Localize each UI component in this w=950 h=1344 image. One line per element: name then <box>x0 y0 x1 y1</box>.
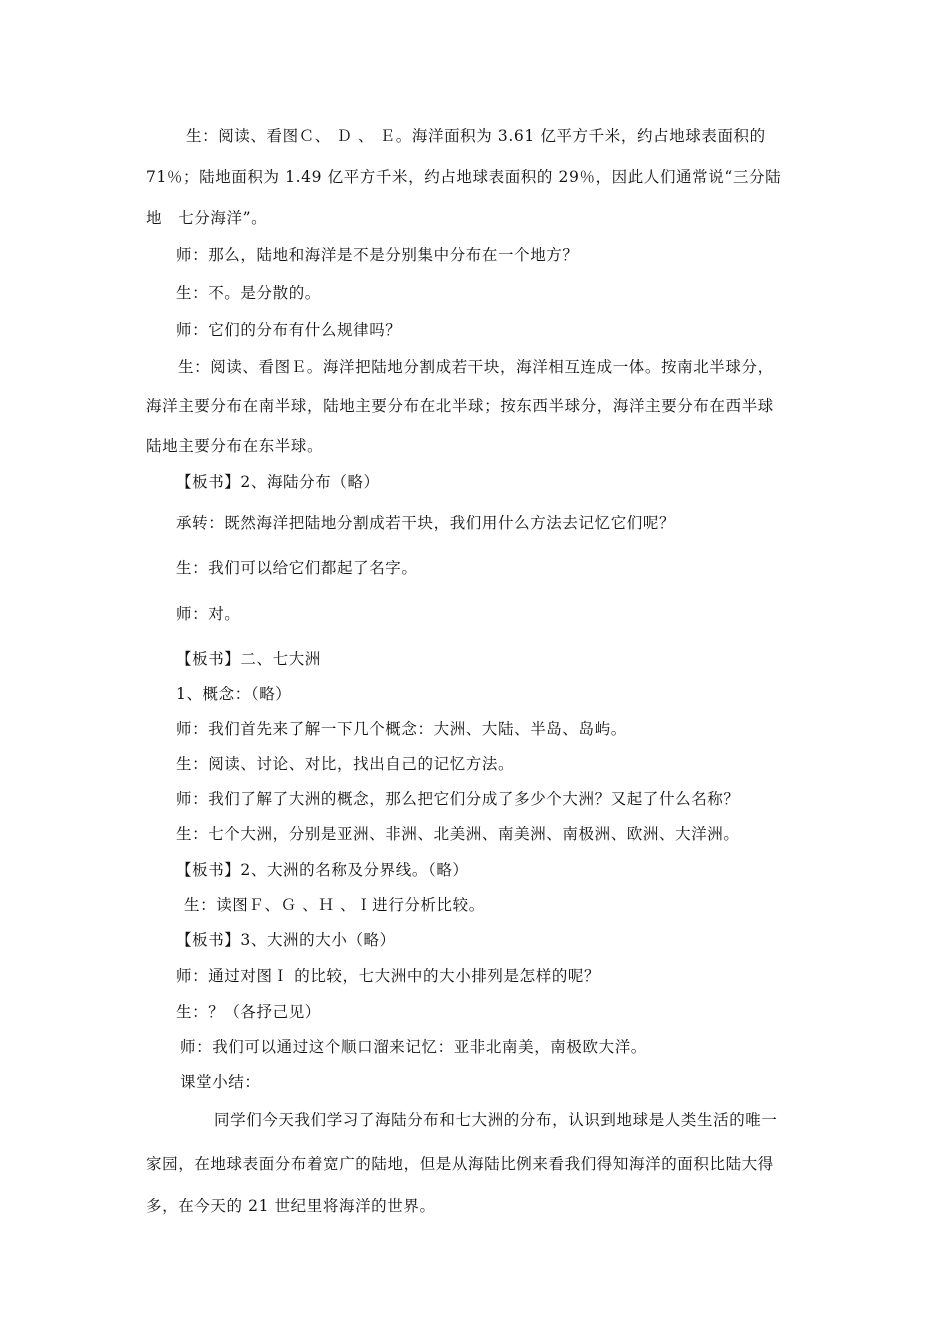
paragraph-line: 课堂小结： <box>180 1073 261 1091</box>
paragraph-line: 同学们今天我们学习了海陆分布和七大洲的分布，认识到地球是人类生活的唯一 <box>214 1111 778 1129</box>
paragraph-line: 【板书】2、大洲的名称及分界线。（略） <box>176 861 469 879</box>
paragraph-line: 生：阅读、看图Ｃ、 Ｄ 、 Ｅ。海洋面积为 3.61 亿平方千米，约占地球表面积的 <box>186 127 766 145</box>
paragraph-line: 生：不。是分散的。 <box>176 284 321 302</box>
paragraph-line: 生：读图Ｆ、Ｇ 、Ｈ 、Ｉ进行分析比较。 <box>184 896 485 914</box>
paragraph-line: 师：我们了解了大洲的概念，那么把它们分成了多少个大洲？又起了什么名称？ <box>176 790 740 808</box>
paragraph-line: 生：七个大洲，分别是亚洲、非洲、北美洲、南美洲、南极洲、欧洲、大洋洲。 <box>176 825 740 843</box>
paragraph-line: 71％；陆地面积为 1.49 亿平方千米，约占地球表面积的 29％，因此人们通常说“三分陆 <box>146 168 782 186</box>
paragraph-line: 海洋主要分布在南半球，陆地主要分布在北半球；按东西半球分，海洋主要分布在西半球 <box>146 397 774 415</box>
paragraph-line: 生：我们可以给它们都起了名字。 <box>176 559 418 577</box>
paragraph-line: 师：我们首先来了解一下几个概念：大洲、大陆、半岛、岛屿。 <box>176 720 627 738</box>
paragraph-line: 生：阅读、讨论、对比，找出自己的记忆方法。 <box>176 755 515 773</box>
paragraph-line: 1、概念：（略） <box>176 685 292 703</box>
paragraph-line: 师：通过对图Ｉ 的比较，七大洲中的大小排列是怎样的呢？ <box>176 967 601 985</box>
paragraph-line: 师：那么，陆地和海洋是不是分别集中分布在一个地方？ <box>176 246 579 264</box>
paragraph-line: 【板书】2、海陆分布（略） <box>176 473 380 491</box>
paragraph-line: 陆地主要分布在东半球。 <box>146 437 324 455</box>
paragraph-line: 多，在今天的 21 世纪里将海洋的世界。 <box>146 1197 436 1215</box>
paragraph-line: 师：对。 <box>176 605 241 623</box>
paragraph-line: 【板书】3、大洲的大小（略） <box>176 931 396 949</box>
paragraph-line: 地 七分海洋”。 <box>146 209 268 227</box>
paragraph-line: 承转：既然海洋把陆地分割成若干块，我们用什么方法去记忆它们呢？ <box>176 514 676 532</box>
paragraph-line: 【板书】二、七大洲 <box>176 650 321 668</box>
paragraph-line: 家园，在地球表面分布着宽广的陆地，但是从海陆比例来看我们得知海洋的面积比陆大得 <box>146 1155 774 1173</box>
paragraph-line: 师：我们可以通过这个顺口溜来记忆：亚非北南美，南极欧大洋。 <box>180 1038 647 1056</box>
paragraph-line: 生：阅读、看图Ｅ。海洋把陆地分割成若干块，海洋相互连成一体。按南北半球分， <box>178 358 774 376</box>
paragraph-line: 师：它们的分布有什么规律吗？ <box>176 321 402 339</box>
paragraph-line: 生：？（各抒己见） <box>176 1003 321 1021</box>
